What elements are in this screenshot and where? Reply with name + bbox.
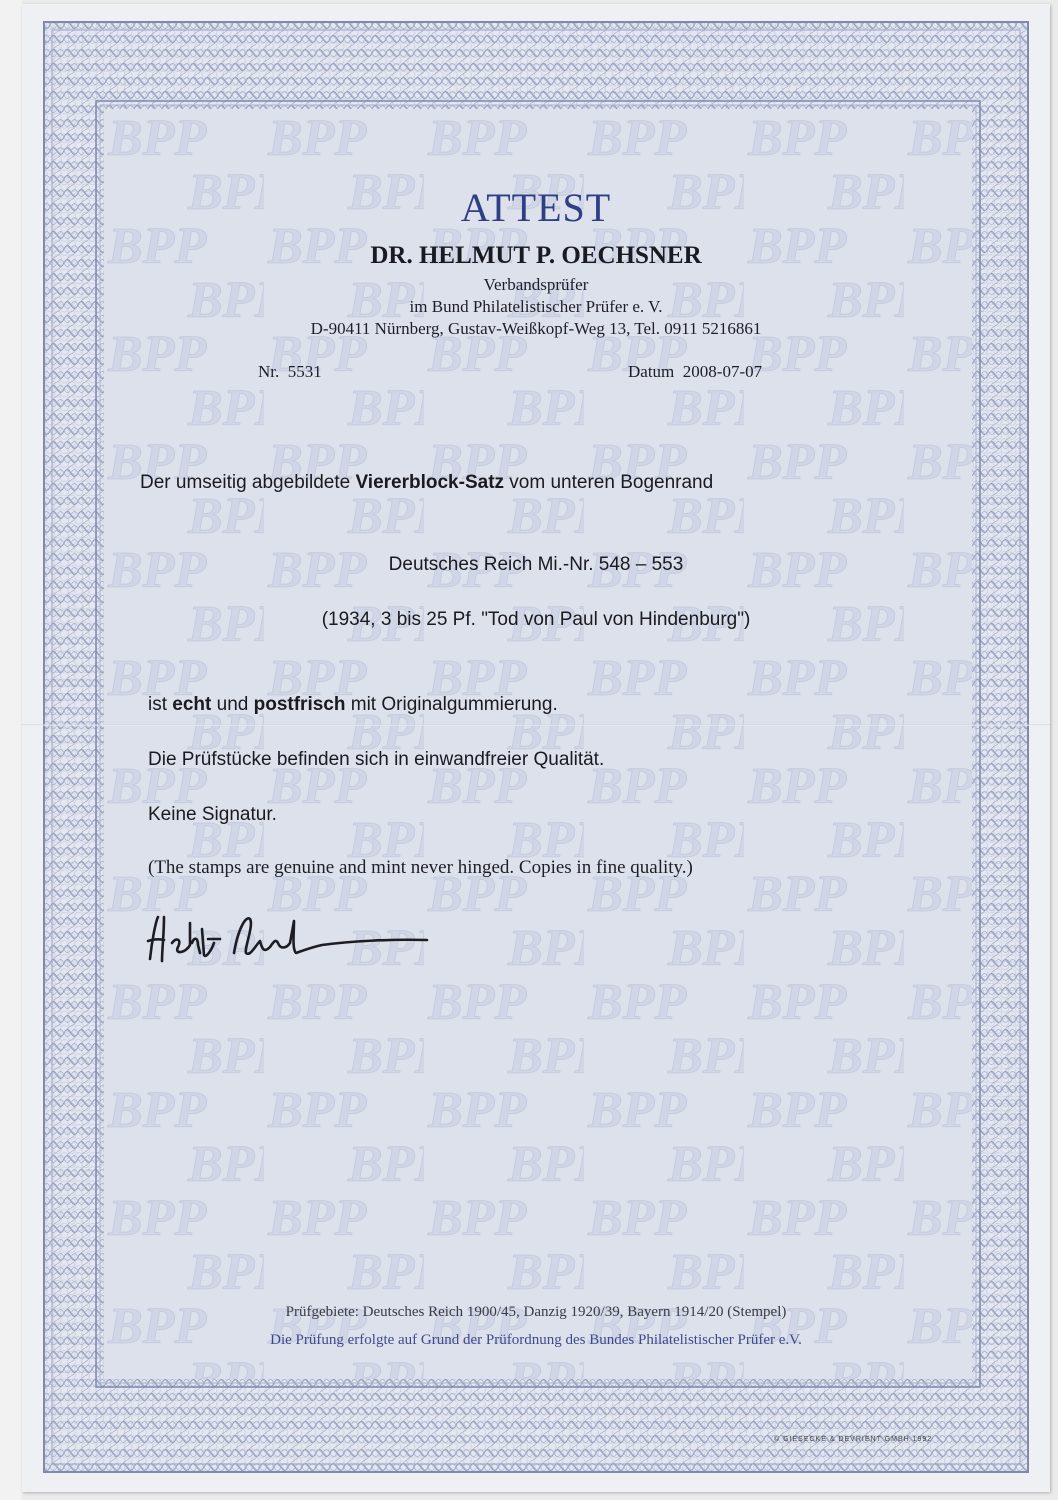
association-name: im Bund Philatelistischer Prüfer e. V. <box>409 297 663 316</box>
description-bold: Viererblock-Satz <box>355 472 505 493</box>
verdict-prefix: ist <box>148 694 173 715</box>
english-summary: (The stamps are genuine and mint never hinged. Copies in fine quality.) <box>148 857 693 878</box>
scan-margin <box>0 0 22 1500</box>
description-prefix: Der umseitig abgebildete <box>140 472 356 493</box>
certificate-title: ATTEST <box>460 185 612 230</box>
examiner-role: Verbandsprüfer <box>483 275 589 294</box>
quality-statement: Die Prüfstücke befinden sich in einwandfreier Qualität. <box>148 749 605 770</box>
certificate-content <box>22 4 1050 1492</box>
description-suffix: vom unteren Bogenrand <box>504 472 714 493</box>
printer-imprint: © GIESECKE & DEVRIENT GMBH 1992 <box>774 1436 933 1443</box>
number-value: 5531 <box>287 362 322 381</box>
examination-areas: Prüfgebiete: Deutsches Reich 1900/45, Danzig 1920/39, Bayern 1914/20 (Stempel) <box>285 1304 787 1320</box>
examination-regulation: Die Prüfung erfolgte auf Grund der Prüfordnung des Bundes Philatelistischer Prüfer e.V. <box>270 1332 802 1348</box>
verdict-mint: postfrisch <box>253 694 346 715</box>
number-label: Nr. <box>258 362 280 381</box>
certificate-sheet <box>22 4 1050 1492</box>
catalog-number: Deutsches Reich Mi.-Nr. 548 – 553 <box>388 554 684 575</box>
signature-statement: Keine Signatur. <box>148 804 277 825</box>
verdict-mid: und <box>211 694 254 715</box>
issue-details: (1934, 3 bis 25 Pf. "Tod von Paul von Hindenburg") <box>321 609 751 630</box>
certificate-number <box>258 362 322 382</box>
verdict <box>148 694 558 716</box>
verdict-suffix: mit Originalgummierung. <box>345 694 558 715</box>
date-label: Datum <box>628 362 675 381</box>
item-description <box>140 472 713 494</box>
examiner-address: D-90411 Nürnberg, Gustav-Weißkopf-Weg 13, Tel. 0911 5216861 <box>310 319 762 338</box>
certificate-date <box>628 362 762 382</box>
handwritten-signature <box>142 909 442 969</box>
examiner-name: DR. HELMUT P. OECHSNER <box>370 242 702 269</box>
verdict-genuine: echt <box>172 694 212 715</box>
date-value: 2008-07-07 <box>682 362 763 381</box>
